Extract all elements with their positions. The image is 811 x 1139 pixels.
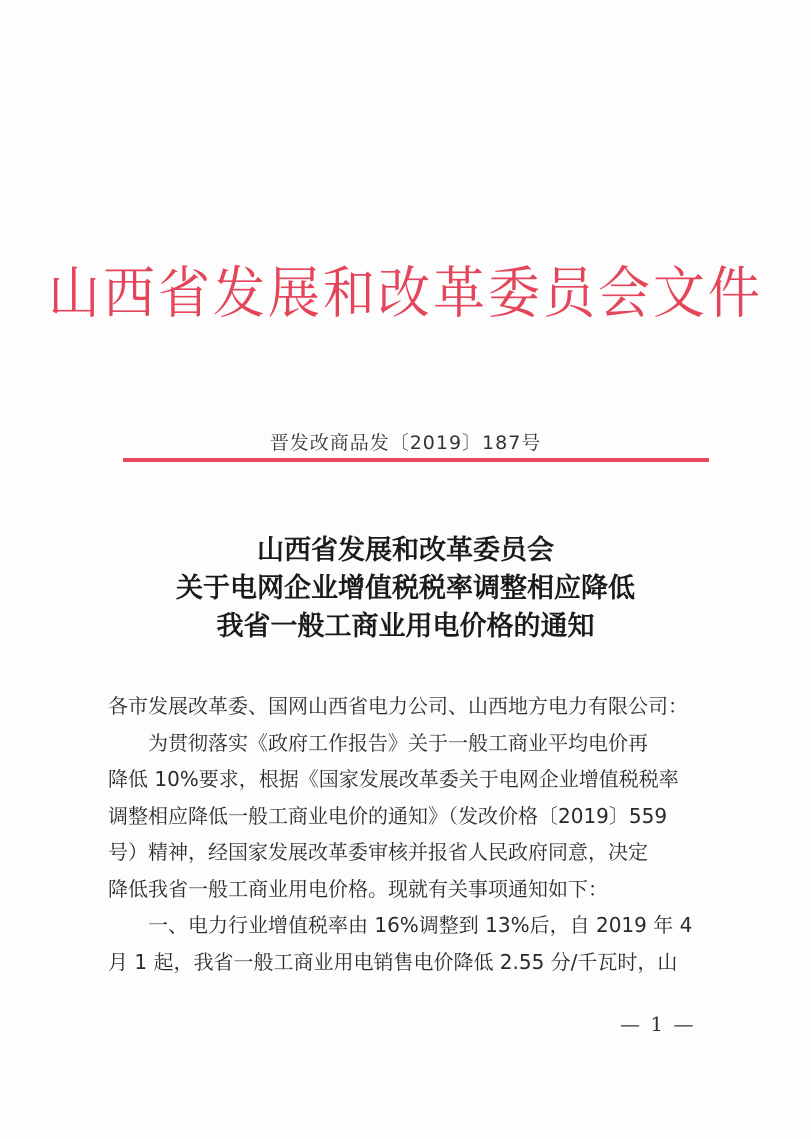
document-masthead: 山西省发展和改革委员会文件 bbox=[47, 261, 763, 327]
addressee-line: 各市发展改革委、国网山西省电力公司、山西地方电力有限公司： bbox=[108, 694, 688, 718]
document-body bbox=[108, 688, 708, 980]
paragraph-2-line-1: 一、电力行业增值税率由 16%调整到 13%后，自 2019 年 4 bbox=[148, 913, 693, 937]
paragraph-2-line-2: 月 1 起，我省一般工商业用电销售电价降低 2.55 分/千瓦时，山 bbox=[108, 949, 678, 974]
document-number: 晋发改商品发〔2019〕187号 bbox=[269, 432, 542, 454]
page-number: — 1 — bbox=[620, 1012, 696, 1036]
red-divider-line bbox=[123, 458, 709, 462]
paragraph-1-line-2: 降低 10%要求，根据《国家发展改革委关于电网企业增值税税率 bbox=[108, 767, 679, 791]
title-line-3: 我省一般工商业用电价格的通知 bbox=[216, 611, 595, 642]
title-line-2: 关于电网企业增值税税率调整相应降低 bbox=[176, 573, 635, 604]
paragraph-1-line-5: 降低我省一般工商业用电价格。现就有关事项通知如下： bbox=[108, 876, 608, 901]
title-line-1: 山西省发展和改革委员会 bbox=[257, 535, 554, 566]
paragraph-1-line-1: 为贯彻落实《政府工作报告》关于一般工商业平均电价再 bbox=[148, 730, 648, 755]
paragraph-1-line-3: 调整相应降低一般工商业电价的通知》（发改价格〔2019〕559 bbox=[108, 803, 668, 828]
document-title bbox=[0, 532, 811, 646]
paragraph-1-line-4: 号）精神，经国家发展改革委审核并报省人民政府同意，决定 bbox=[108, 840, 648, 864]
